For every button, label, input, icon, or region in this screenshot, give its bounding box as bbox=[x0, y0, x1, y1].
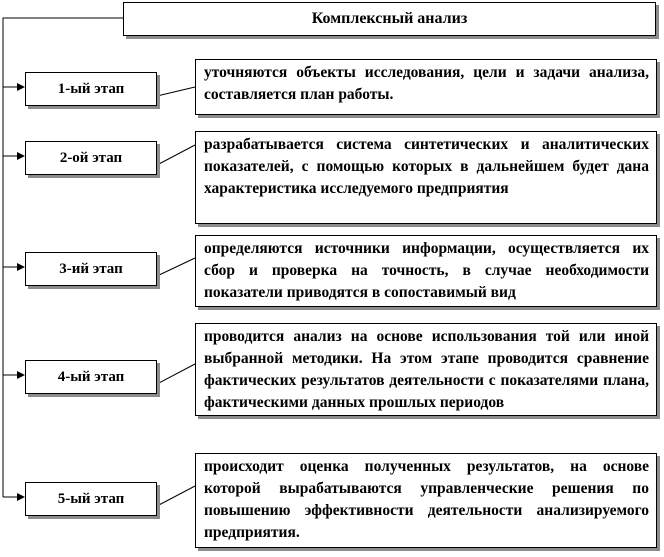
stage-3-box: 3-ий этап bbox=[25, 252, 157, 286]
stage-1-box: 1-ый этап bbox=[25, 72, 157, 106]
stage-2-description bbox=[195, 131, 657, 224]
stage-3-description bbox=[195, 235, 657, 307]
stage-4-description bbox=[195, 323, 657, 416]
link-stage-4 bbox=[157, 364, 195, 384]
stage-5-text: происходит оценка полученных результатов, на основе которой вырабатываются управленческие решения по повышению эффективности деятельности анализируемого предприятия. bbox=[204, 458, 649, 541]
stage-5-box: 5-ый этап bbox=[25, 482, 157, 516]
stage-2-text: разрабатывается система синтетических и аналитических показателей, с помощью которых в дальнейшем будет дана характеристика исследуемого предприятия bbox=[204, 136, 649, 197]
stage-3-text: определяются источники информации, осуществляется их сбор и проверка на точность, в случае необходимости показатели приводятся в сопоставимый вид bbox=[204, 240, 649, 301]
stage-1-text: уточняются объекты исследования, цели и задачи анализа, составляется план работы. bbox=[204, 64, 649, 103]
stage-2-box: 2-ой этап bbox=[25, 141, 157, 175]
link-stage-1 bbox=[157, 87, 195, 96]
link-stage-5 bbox=[157, 486, 195, 506]
stage-4-text: проводится анализ на основе использования той или иной выбранной методики. На этом этапе проводится сравнение фактических результатов деятельности с показателями плана, фактическими данных прошлых периодов bbox=[204, 328, 649, 411]
link-stage-3 bbox=[157, 258, 195, 276]
stage-1-description bbox=[195, 59, 657, 115]
link-stage-2 bbox=[157, 145, 195, 165]
diagram-title: Комплексный анализ bbox=[123, 2, 656, 36]
stage-5-description bbox=[195, 453, 657, 548]
stage-4-box: 4-ый этап bbox=[25, 360, 157, 394]
